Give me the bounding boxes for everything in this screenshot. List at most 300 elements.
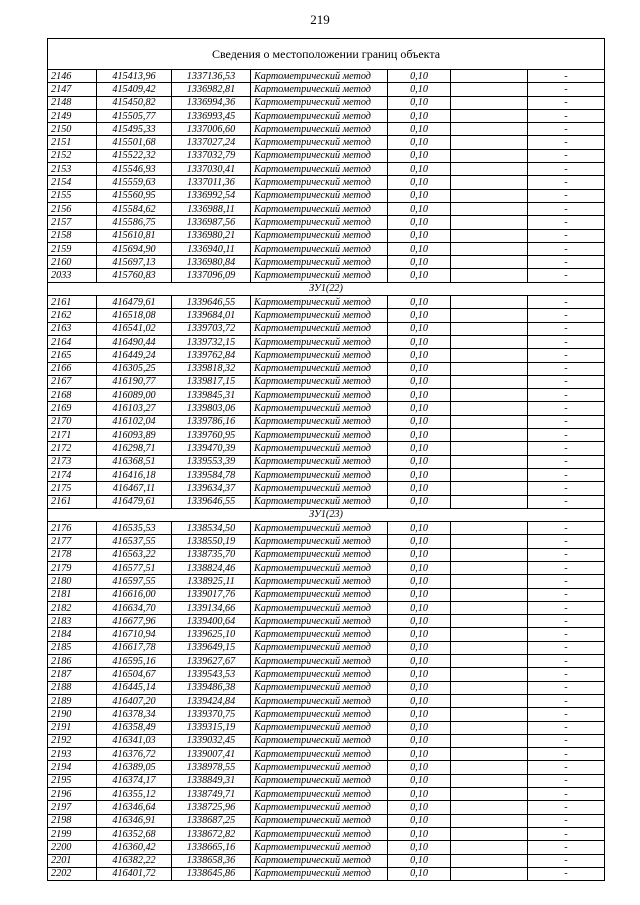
- empty-cell: [451, 601, 528, 614]
- point-number-cell: 2155: [48, 189, 97, 202]
- table-row: [48, 216, 605, 229]
- method-cell: Картометрический метод: [251, 375, 388, 388]
- point-number-cell: 2188: [48, 681, 97, 694]
- precision-cell: 0,10: [388, 136, 451, 149]
- method-cell: Картометрический метод: [251, 548, 388, 561]
- description-cell: -: [528, 708, 605, 721]
- x-coordinate-cell: 416389,05: [97, 761, 172, 774]
- y-coordinate-cell: 1339400,64: [172, 615, 251, 628]
- description-cell: -: [528, 628, 605, 641]
- table-row: [48, 628, 605, 641]
- point-number-cell: 2184: [48, 628, 97, 641]
- precision-cell: 0,10: [388, 375, 451, 388]
- precision-cell: 0,10: [388, 362, 451, 375]
- empty-cell: [451, 415, 528, 428]
- point-number-cell: 2170: [48, 415, 97, 428]
- empty-cell: [451, 149, 528, 162]
- x-coordinate-cell: 416352,68: [97, 827, 172, 840]
- method-cell: Картометрический метод: [251, 256, 388, 269]
- x-coordinate-cell: 415760,83: [97, 269, 172, 282]
- table-row: [48, 163, 605, 176]
- empty-cell: [451, 402, 528, 415]
- x-coordinate-cell: 416401,72: [97, 867, 172, 880]
- y-coordinate-cell: 1337006,60: [172, 123, 251, 136]
- x-coordinate-cell: 415413,96: [97, 70, 172, 83]
- method-cell: Картометрический метод: [251, 708, 388, 721]
- empty-cell: [451, 362, 528, 375]
- y-coordinate-cell: 1336988,11: [172, 202, 251, 215]
- empty-cell: [451, 801, 528, 814]
- precision-cell: 0,10: [388, 389, 451, 402]
- method-cell: Картометрический метод: [251, 429, 388, 442]
- point-number-cell: 2178: [48, 548, 97, 561]
- x-coordinate-cell: 415559,63: [97, 176, 172, 189]
- empty-cell: [451, 734, 528, 747]
- point-number-cell: 2190: [48, 708, 97, 721]
- description-cell: -: [528, 761, 605, 774]
- table-row: [48, 242, 605, 255]
- x-coordinate-cell: 415522,32: [97, 149, 172, 162]
- x-coordinate-cell: 416541,02: [97, 322, 172, 335]
- x-coordinate-cell: 415450,82: [97, 96, 172, 109]
- point-number-cell: 2191: [48, 721, 97, 734]
- point-number-cell: 2189: [48, 694, 97, 707]
- y-coordinate-cell: 1338849,31: [172, 774, 251, 787]
- x-coordinate-cell: 416355,12: [97, 788, 172, 801]
- empty-cell: [451, 375, 528, 388]
- coordinates-table: [47, 69, 605, 881]
- table-row: [48, 296, 605, 309]
- description-cell: -: [528, 561, 605, 574]
- point-number-cell: 2181: [48, 588, 97, 601]
- description-cell: -: [528, 788, 605, 801]
- empty-cell: [451, 442, 528, 455]
- y-coordinate-cell: 1338749,71: [172, 788, 251, 801]
- point-number-cell: 2200: [48, 841, 97, 854]
- description-cell: -: [528, 495, 605, 508]
- precision-cell: 0,10: [388, 867, 451, 880]
- method-cell: Картометрический метод: [251, 109, 388, 122]
- method-cell: Картометрический метод: [251, 442, 388, 455]
- point-number-cell: 2164: [48, 335, 97, 348]
- point-number-cell: 2157: [48, 216, 97, 229]
- y-coordinate-cell: 1339786,16: [172, 415, 251, 428]
- description-cell: -: [528, 136, 605, 149]
- precision-cell: 0,10: [388, 655, 451, 668]
- y-coordinate-cell: 1338534,50: [172, 522, 251, 535]
- x-coordinate-cell: 416358,49: [97, 721, 172, 734]
- x-coordinate-cell: 416089,00: [97, 389, 172, 402]
- method-cell: Картометрический метод: [251, 655, 388, 668]
- x-coordinate-cell: 416490,44: [97, 335, 172, 348]
- y-coordinate-cell: 1336992,54: [172, 189, 251, 202]
- x-coordinate-cell: 416376,72: [97, 748, 172, 761]
- method-cell: Картометрический метод: [251, 176, 388, 189]
- table-title: Сведения о местоположении границ объекта: [211, 47, 441, 61]
- precision-cell: 0,10: [388, 774, 451, 787]
- empty-cell: [451, 721, 528, 734]
- y-coordinate-cell: 1339845,31: [172, 389, 251, 402]
- table-row: [48, 468, 605, 481]
- point-number-cell: 2187: [48, 668, 97, 681]
- precision-cell: 0,10: [388, 70, 451, 83]
- y-coordinate-cell: 1339370,75: [172, 708, 251, 721]
- y-coordinate-cell: 1336982,81: [172, 83, 251, 96]
- y-coordinate-cell: 1339817,15: [172, 375, 251, 388]
- precision-cell: 0,10: [388, 109, 451, 122]
- precision-cell: 0,10: [388, 176, 451, 189]
- precision-cell: 0,10: [388, 814, 451, 827]
- x-coordinate-cell: 415546,93: [97, 163, 172, 176]
- precision-cell: 0,10: [388, 681, 451, 694]
- precision-cell: 0,10: [388, 482, 451, 495]
- point-number-cell: 2169: [48, 402, 97, 415]
- table-row: [48, 123, 605, 136]
- point-number-cell: 2154: [48, 176, 97, 189]
- precision-cell: 0,10: [388, 229, 451, 242]
- table-row: [48, 335, 605, 348]
- empty-cell: [451, 641, 528, 654]
- method-cell: Картометрический метод: [251, 535, 388, 548]
- x-coordinate-cell: 416710,94: [97, 628, 172, 641]
- description-cell: -: [528, 83, 605, 96]
- method-cell: Картометрический метод: [251, 668, 388, 681]
- table-row: [48, 362, 605, 375]
- precision-cell: 0,10: [388, 748, 451, 761]
- table-row: [48, 841, 605, 854]
- method-cell: Картометрический метод: [251, 575, 388, 588]
- x-coordinate-cell: 415495,33: [97, 123, 172, 136]
- precision-cell: 0,10: [388, 123, 451, 136]
- table-row: [48, 535, 605, 548]
- table-row: [48, 96, 605, 109]
- description-cell: -: [528, 123, 605, 136]
- x-coordinate-cell: 416368,51: [97, 455, 172, 468]
- precision-cell: 0,10: [388, 256, 451, 269]
- empty-cell: [451, 229, 528, 242]
- precision-cell: 0,10: [388, 495, 451, 508]
- empty-cell: [451, 256, 528, 269]
- method-cell: Картометрический метод: [251, 867, 388, 880]
- description-cell: -: [528, 229, 605, 242]
- x-coordinate-cell: 415610,81: [97, 229, 172, 242]
- empty-cell: [451, 109, 528, 122]
- table-row: [48, 176, 605, 189]
- y-coordinate-cell: 1339703,72: [172, 322, 251, 335]
- y-coordinate-cell: 1339634,37: [172, 482, 251, 495]
- precision-cell: 0,10: [388, 309, 451, 322]
- point-number-cell: 2163: [48, 322, 97, 335]
- page-number: 219: [310, 12, 330, 27]
- description-cell: -: [528, 655, 605, 668]
- empty-cell: [451, 176, 528, 189]
- table-row: [48, 748, 605, 761]
- description-cell: -: [528, 867, 605, 880]
- y-coordinate-cell: 1338645,86: [172, 867, 251, 880]
- table-row: [48, 694, 605, 707]
- empty-cell: [451, 309, 528, 322]
- table-row: [48, 269, 605, 282]
- empty-cell: [451, 202, 528, 215]
- y-coordinate-cell: 1336980,84: [172, 256, 251, 269]
- point-number-cell: 2172: [48, 442, 97, 455]
- x-coordinate-cell: 416382,22: [97, 854, 172, 867]
- y-coordinate-cell: 1336994,36: [172, 96, 251, 109]
- point-number-cell: 2159: [48, 242, 97, 255]
- y-coordinate-cell: 1339424,84: [172, 694, 251, 707]
- description-cell: -: [528, 216, 605, 229]
- point-number-cell: 2149: [48, 109, 97, 122]
- method-cell: Картометрический метод: [251, 827, 388, 840]
- point-number-cell: 2161: [48, 495, 97, 508]
- point-number-cell: 2167: [48, 375, 97, 388]
- description-cell: -: [528, 535, 605, 548]
- method-cell: Картометрический метод: [251, 269, 388, 282]
- precision-cell: 0,10: [388, 801, 451, 814]
- point-number-cell: 2175: [48, 482, 97, 495]
- point-number-cell: 2165: [48, 349, 97, 362]
- table-row: [48, 429, 605, 442]
- method-cell: Картометрический метод: [251, 389, 388, 402]
- description-cell: -: [528, 522, 605, 535]
- x-coordinate-cell: 416634,70: [97, 601, 172, 614]
- precision-cell: 0,10: [388, 761, 451, 774]
- precision-cell: 0,10: [388, 601, 451, 614]
- description-cell: -: [528, 375, 605, 388]
- empty-cell: [451, 482, 528, 495]
- table-row: [48, 601, 605, 614]
- method-cell: Картометрический метод: [251, 801, 388, 814]
- precision-cell: 0,10: [388, 854, 451, 867]
- y-coordinate-cell: 1339803,06: [172, 402, 251, 415]
- precision-cell: 0,10: [388, 269, 451, 282]
- precision-cell: 0,10: [388, 708, 451, 721]
- precision-cell: 0,10: [388, 575, 451, 588]
- x-coordinate-cell: 416617,78: [97, 641, 172, 654]
- point-number-cell: 2199: [48, 827, 97, 840]
- empty-cell: [451, 335, 528, 348]
- point-number-cell: 2186: [48, 655, 97, 668]
- point-number-cell: 2176: [48, 522, 97, 535]
- table-row: [48, 322, 605, 335]
- table-row: [48, 229, 605, 242]
- x-coordinate-cell: 415501,68: [97, 136, 172, 149]
- y-coordinate-cell: 1338687,25: [172, 814, 251, 827]
- method-cell: Картометрический метод: [251, 242, 388, 255]
- x-coordinate-cell: 416616,00: [97, 588, 172, 601]
- x-coordinate-cell: 416103,27: [97, 402, 172, 415]
- method-cell: Картометрический метод: [251, 721, 388, 734]
- method-cell: Картометрический метод: [251, 149, 388, 162]
- section-label: ЗУ1(22): [48, 282, 605, 295]
- point-number-cell: 2196: [48, 788, 97, 801]
- precision-cell: 0,10: [388, 96, 451, 109]
- precision-cell: 0,10: [388, 841, 451, 854]
- precision-cell: 0,10: [388, 202, 451, 215]
- description-cell: -: [528, 801, 605, 814]
- description-cell: -: [528, 389, 605, 402]
- y-coordinate-cell: 1338978,55: [172, 761, 251, 774]
- precision-cell: 0,10: [388, 734, 451, 747]
- table-row: [48, 708, 605, 721]
- empty-cell: [451, 748, 528, 761]
- table-row: [48, 641, 605, 654]
- precision-cell: 0,10: [388, 442, 451, 455]
- x-coordinate-cell: 416535,53: [97, 522, 172, 535]
- empty-cell: [451, 708, 528, 721]
- table-row: [48, 136, 605, 149]
- method-cell: Картометрический метод: [251, 216, 388, 229]
- description-cell: -: [528, 202, 605, 215]
- point-number-cell: 2185: [48, 641, 97, 654]
- x-coordinate-cell: 416374,17: [97, 774, 172, 787]
- empty-cell: [451, 854, 528, 867]
- y-coordinate-cell: 1338658,36: [172, 854, 251, 867]
- empty-cell: [451, 628, 528, 641]
- y-coordinate-cell: 1339732,15: [172, 335, 251, 348]
- description-cell: -: [528, 721, 605, 734]
- x-coordinate-cell: 416378,34: [97, 708, 172, 721]
- method-cell: Картометрический метод: [251, 362, 388, 375]
- x-coordinate-cell: 416190,77: [97, 375, 172, 388]
- x-coordinate-cell: 416346,91: [97, 814, 172, 827]
- empty-cell: [451, 123, 528, 136]
- table-row: [48, 615, 605, 628]
- description-cell: -: [528, 827, 605, 840]
- table-row: [48, 522, 605, 535]
- description-cell: -: [528, 415, 605, 428]
- y-coordinate-cell: 1337011,36: [172, 176, 251, 189]
- method-cell: Картометрический метод: [251, 468, 388, 481]
- x-coordinate-cell: 416563,22: [97, 548, 172, 561]
- x-coordinate-cell: 416407,20: [97, 694, 172, 707]
- y-coordinate-cell: 1336993,45: [172, 109, 251, 122]
- description-cell: -: [528, 149, 605, 162]
- y-coordinate-cell: 1339762,84: [172, 349, 251, 362]
- method-cell: Картометрический метод: [251, 309, 388, 322]
- y-coordinate-cell: 1339007,41: [172, 748, 251, 761]
- empty-cell: [451, 561, 528, 574]
- precision-cell: 0,10: [388, 588, 451, 601]
- point-number-cell: 2180: [48, 575, 97, 588]
- method-cell: Картометрический метод: [251, 455, 388, 468]
- table-row: [48, 721, 605, 734]
- precision-cell: 0,10: [388, 788, 451, 801]
- empty-cell: [451, 867, 528, 880]
- point-number-cell: 2158: [48, 229, 97, 242]
- point-number-cell: 2151: [48, 136, 97, 149]
- y-coordinate-cell: 1336940,11: [172, 242, 251, 255]
- x-coordinate-cell: 416093,89: [97, 429, 172, 442]
- table-row: [48, 402, 605, 415]
- description-cell: -: [528, 242, 605, 255]
- precision-cell: 0,10: [388, 455, 451, 468]
- y-coordinate-cell: 1337027,24: [172, 136, 251, 149]
- table-row: [48, 455, 605, 468]
- y-coordinate-cell: 1338665,16: [172, 841, 251, 854]
- description-cell: -: [528, 854, 605, 867]
- method-cell: Картометрический метод: [251, 83, 388, 96]
- empty-cell: [451, 83, 528, 96]
- point-number-cell: 2168: [48, 389, 97, 402]
- table-row: [48, 854, 605, 867]
- y-coordinate-cell: 1338550,19: [172, 535, 251, 548]
- point-number-cell: 2177: [48, 535, 97, 548]
- method-cell: Картометрический метод: [251, 229, 388, 242]
- description-cell: -: [528, 694, 605, 707]
- method-cell: Картометрический метод: [251, 561, 388, 574]
- empty-cell: [451, 269, 528, 282]
- empty-cell: [451, 70, 528, 83]
- precision-cell: 0,10: [388, 335, 451, 348]
- coordinates-table-body: [48, 70, 605, 881]
- method-cell: Картометрический метод: [251, 814, 388, 827]
- x-coordinate-cell: 416449,24: [97, 349, 172, 362]
- description-cell: -: [528, 349, 605, 362]
- description-cell: -: [528, 269, 605, 282]
- table-row: [48, 814, 605, 827]
- method-cell: Картометрический метод: [251, 694, 388, 707]
- empty-cell: [451, 761, 528, 774]
- point-number-cell: 2182: [48, 601, 97, 614]
- table-row: [48, 375, 605, 388]
- method-cell: Картометрический метод: [251, 588, 388, 601]
- y-coordinate-cell: 1337032,79: [172, 149, 251, 162]
- description-cell: -: [528, 70, 605, 83]
- point-number-cell: 2195: [48, 774, 97, 787]
- method-cell: Картометрический метод: [251, 202, 388, 215]
- precision-cell: 0,10: [388, 721, 451, 734]
- description-cell: -: [528, 814, 605, 827]
- table-row: [48, 827, 605, 840]
- y-coordinate-cell: 1339684,01: [172, 309, 251, 322]
- precision-cell: 0,10: [388, 615, 451, 628]
- point-number-cell: 2192: [48, 734, 97, 747]
- empty-cell: [451, 522, 528, 535]
- y-coordinate-cell: 1338672,82: [172, 827, 251, 840]
- table-row: [48, 495, 605, 508]
- description-cell: -: [528, 335, 605, 348]
- empty-cell: [451, 615, 528, 628]
- method-cell: Картометрический метод: [251, 96, 388, 109]
- y-coordinate-cell: 1338925,11: [172, 575, 251, 588]
- precision-cell: 0,10: [388, 561, 451, 574]
- precision-cell: 0,10: [388, 468, 451, 481]
- y-coordinate-cell: 1339649,15: [172, 641, 251, 654]
- method-cell: Картометрический метод: [251, 402, 388, 415]
- table-row: [48, 309, 605, 322]
- description-cell: -: [528, 402, 605, 415]
- point-number-cell: 2197: [48, 801, 97, 814]
- method-cell: Картометрический метод: [251, 615, 388, 628]
- method-cell: Картометрический метод: [251, 601, 388, 614]
- precision-cell: 0,10: [388, 415, 451, 428]
- table-row: [48, 442, 605, 455]
- table-row: [48, 588, 605, 601]
- precision-cell: 0,10: [388, 628, 451, 641]
- x-coordinate-cell: 416346,64: [97, 801, 172, 814]
- point-number-cell: 2150: [48, 123, 97, 136]
- method-cell: Картометрический метод: [251, 788, 388, 801]
- precision-cell: 0,10: [388, 296, 451, 309]
- point-number-cell: 2146: [48, 70, 97, 83]
- x-coordinate-cell: 415584,62: [97, 202, 172, 215]
- description-cell: -: [528, 296, 605, 309]
- x-coordinate-cell: 415697,13: [97, 256, 172, 269]
- x-coordinate-cell: 416360,42: [97, 841, 172, 854]
- x-coordinate-cell: 415409,42: [97, 83, 172, 96]
- precision-cell: 0,10: [388, 641, 451, 654]
